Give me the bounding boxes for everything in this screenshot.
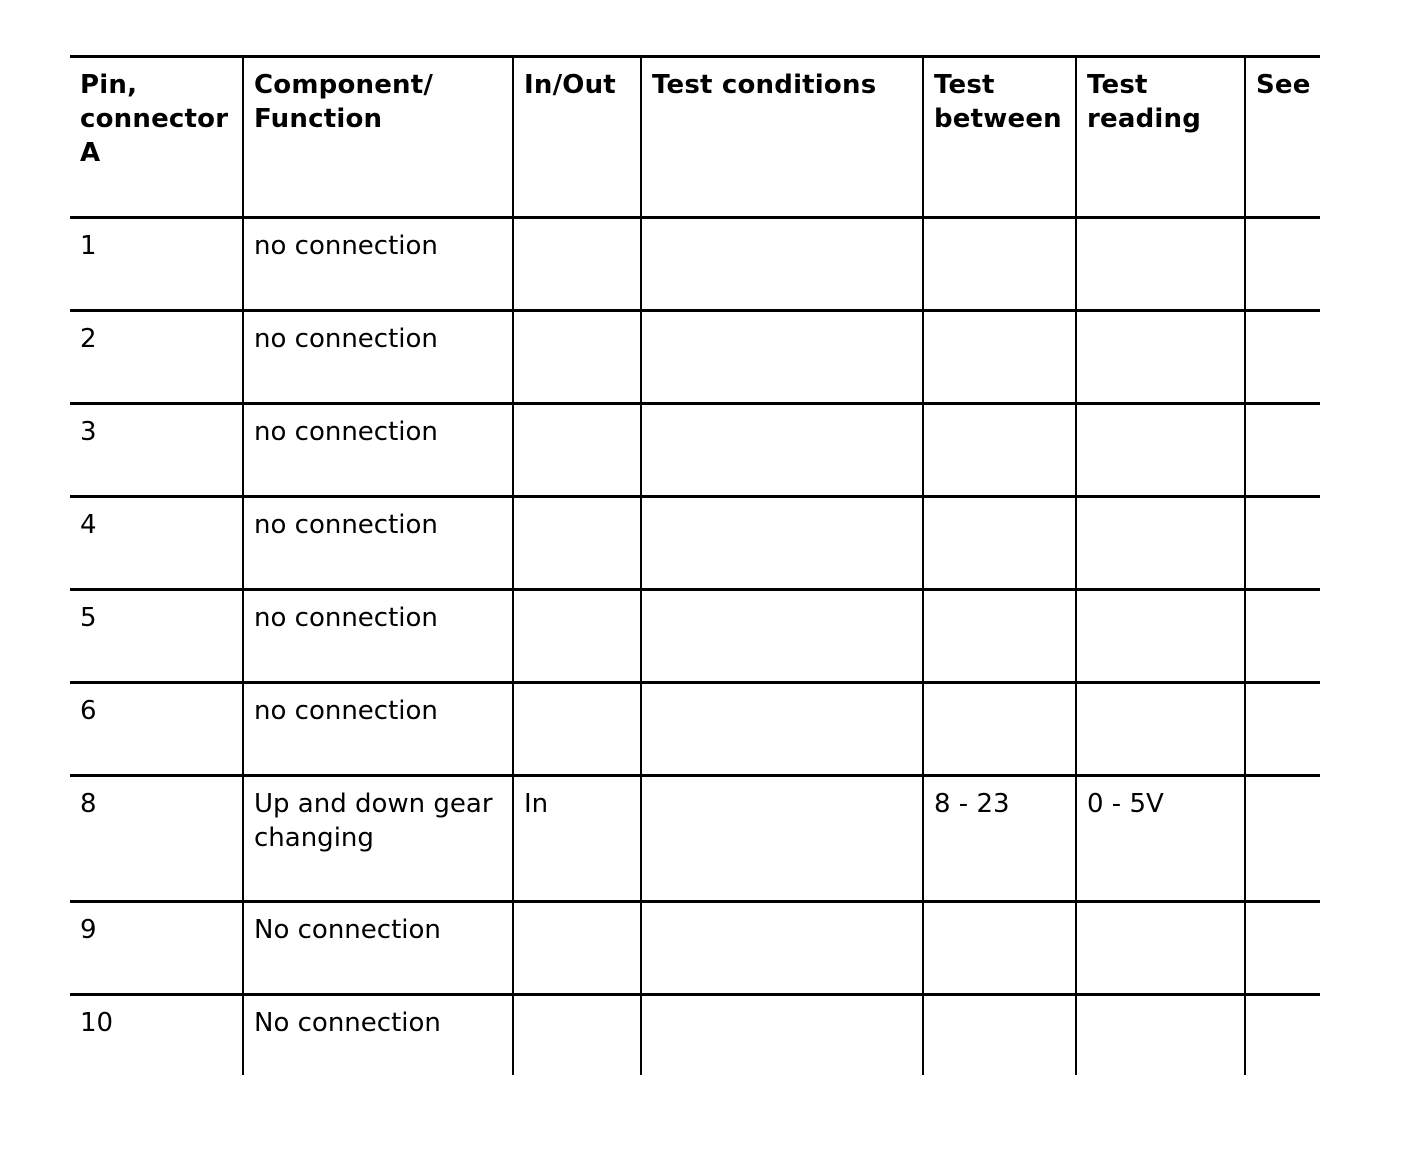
cell-in-out (513, 311, 641, 404)
cell-pin: 6 (70, 683, 243, 776)
cell-see (1245, 311, 1320, 404)
header-pin: Pin, connector A (70, 57, 243, 218)
cell-test-between (923, 902, 1076, 995)
cell-test-between (923, 995, 1076, 1075)
cell-see (1245, 404, 1320, 497)
cell-pin: 1 (70, 218, 243, 311)
cell-component-function: no connection (243, 497, 513, 590)
cell-pin: 3 (70, 404, 243, 497)
table-row (70, 683, 1320, 776)
cell-test-reading (1076, 404, 1245, 497)
header-test-between: Test between (923, 57, 1076, 218)
cell-see (1245, 995, 1320, 1075)
cell-test-reading: 0 - 5V (1076, 776, 1245, 902)
cell-test-conditions (641, 404, 923, 497)
cell-pin: 5 (70, 590, 243, 683)
header-in-out: In/Out (513, 57, 641, 218)
cell-see (1245, 902, 1320, 995)
table-row (70, 497, 1320, 590)
cell-test-conditions (641, 995, 923, 1075)
cell-see (1245, 683, 1320, 776)
table-row (70, 311, 1320, 404)
cell-pin: 4 (70, 497, 243, 590)
cell-test-between (923, 497, 1076, 590)
cell-test-conditions (641, 776, 923, 902)
cell-in-out (513, 902, 641, 995)
cell-in-out (513, 218, 641, 311)
cell-test-reading (1076, 995, 1245, 1075)
cell-in-out (513, 404, 641, 497)
cell-in-out: In (513, 776, 641, 902)
cell-component-function: Up and down gear changing (243, 776, 513, 902)
cell-test-conditions (641, 311, 923, 404)
cell-see (1245, 218, 1320, 311)
cell-in-out (513, 995, 641, 1075)
cell-test-reading (1076, 590, 1245, 683)
cell-see (1245, 497, 1320, 590)
cell-test-reading (1076, 497, 1245, 590)
cell-test-between (923, 404, 1076, 497)
cell-pin: 2 (70, 311, 243, 404)
cell-component-function: no connection (243, 683, 513, 776)
cell-in-out (513, 590, 641, 683)
table-row (70, 218, 1320, 311)
cell-test-conditions (641, 683, 923, 776)
header-test-conditions: Test conditions (641, 57, 923, 218)
cell-test-reading (1076, 683, 1245, 776)
cell-component-function: no connection (243, 590, 513, 683)
cell-test-conditions (641, 590, 923, 683)
cell-see (1245, 590, 1320, 683)
cell-test-between (923, 218, 1076, 311)
cell-test-between: 8 - 23 (923, 776, 1076, 902)
cell-test-reading (1076, 311, 1245, 404)
cell-in-out (513, 683, 641, 776)
table-row (70, 404, 1320, 497)
cell-pin: 9 (70, 902, 243, 995)
cell-see (1245, 776, 1320, 902)
cell-component-function: No connection (243, 902, 513, 995)
cell-test-reading (1076, 218, 1245, 311)
header-component-function: Component/ Function (243, 57, 513, 218)
cell-test-between (923, 683, 1076, 776)
cell-in-out (513, 497, 641, 590)
cell-test-reading (1076, 902, 1245, 995)
cell-test-between (923, 311, 1076, 404)
cell-test-between (923, 590, 1076, 683)
pin-table (70, 55, 1320, 1075)
cell-test-conditions (641, 497, 923, 590)
cell-test-conditions (641, 902, 923, 995)
header-see: See (1245, 57, 1320, 218)
cell-pin: 8 (70, 776, 243, 902)
cell-component-function: no connection (243, 218, 513, 311)
cell-component-function: no connection (243, 404, 513, 497)
cell-test-conditions (641, 218, 923, 311)
header-row (70, 57, 1320, 218)
cell-pin: 10 (70, 995, 243, 1075)
cell-component-function: No connection (243, 995, 513, 1075)
header-test-reading: Test reading (1076, 57, 1245, 218)
table-row (70, 902, 1320, 995)
table-row (70, 776, 1320, 902)
table-row (70, 590, 1320, 683)
cell-component-function: no connection (243, 311, 513, 404)
table-row (70, 995, 1320, 1075)
